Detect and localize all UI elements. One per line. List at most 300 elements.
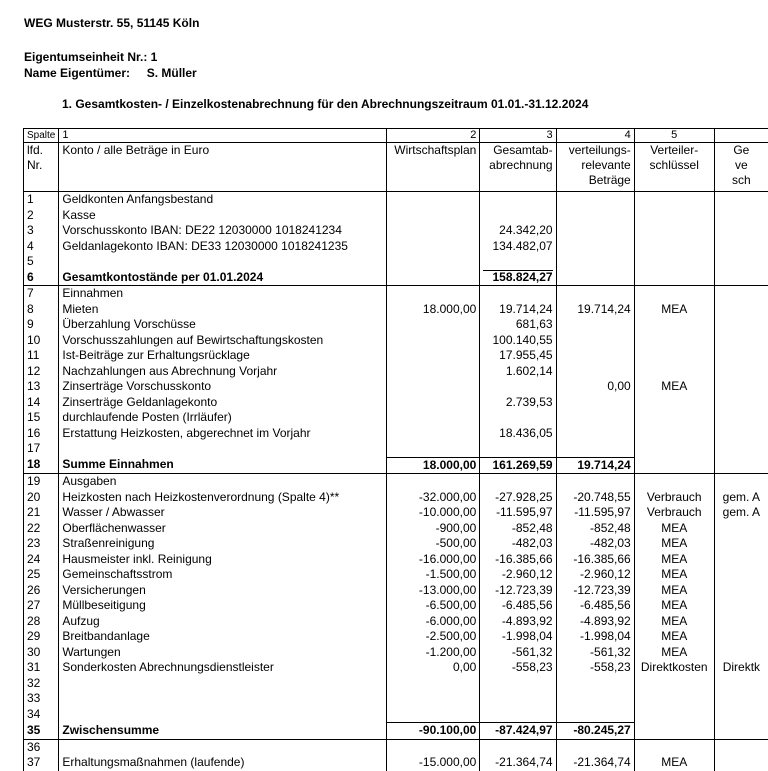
cell-nr: 18 (24, 457, 59, 474)
cell-vert: 19.714,24 (556, 457, 634, 474)
cell-extra (714, 317, 768, 333)
table-row (24, 521, 768, 537)
cell-sch (634, 333, 714, 349)
table-row (24, 333, 768, 349)
table-row (24, 192, 768, 208)
cell-plan: -13.000,00 (387, 583, 480, 599)
cell-nr: 6 (24, 270, 59, 286)
cell-sch (634, 208, 714, 224)
table-row (24, 410, 768, 426)
table-row (24, 567, 768, 583)
cell-label: Zwischensumme (59, 723, 387, 740)
cell-plan: -16.000,00 (387, 552, 480, 568)
cell-label: Vorschusskonto IBAN: DE22 12030000 1018241234 (59, 223, 387, 239)
cell-plan: 18.000,00 (387, 302, 480, 318)
spalte-label: Spalte (24, 129, 59, 143)
header-gesamtabrechnung-2: abrechnung (480, 158, 556, 173)
cell-label: Versicherungen (59, 583, 387, 599)
cell-extra (714, 239, 768, 255)
table-row (24, 457, 768, 474)
cell-vert (556, 676, 634, 692)
cell-extra (714, 254, 768, 270)
cell-label: Heizkosten nach Heizkostenverordnung (Spalte 4)** (59, 490, 387, 506)
cell-vert (556, 270, 634, 286)
cell-plan: -900,00 (387, 521, 480, 537)
cell-extra (714, 208, 768, 224)
cell-vert (556, 691, 634, 707)
header-verteilung-2: relevante (556, 158, 634, 173)
cell-nr: 29 (24, 629, 59, 645)
cell-nr: 1 (24, 192, 59, 208)
cell-plan: 18.000,00 (387, 457, 480, 474)
cell-sch (634, 270, 714, 286)
cell-extra (714, 270, 768, 286)
cell-label: Zinserträge Geldanlagekonto (59, 395, 387, 411)
cell-sch: MEA (634, 583, 714, 599)
cell-extra (714, 302, 768, 318)
unit-number: Eigentumseinheit Nr.: 1 (24, 50, 157, 64)
cell-plan (387, 333, 480, 349)
cell-sch: Verbrauch (634, 490, 714, 506)
cell-label: Erhaltungsmaßnahmen (laufende) (59, 755, 387, 771)
cell-plan: -2.500,00 (387, 629, 480, 645)
cell-plan (387, 192, 480, 208)
cell-label: Gemeinschaftsstrom (59, 567, 387, 583)
cell-extra (714, 676, 768, 692)
header-extra-1: Ge (714, 143, 768, 159)
cell-ges: 134.482,07 (480, 239, 556, 255)
cell-plan (387, 379, 480, 395)
cell-ges: -1.998,04 (480, 629, 556, 645)
cell-extra (714, 457, 768, 474)
table-row (24, 270, 768, 286)
cell-nr: 11 (24, 348, 59, 364)
cell-extra (714, 223, 768, 239)
cell-ges: -11.595,97 (480, 505, 556, 521)
cell-label: Geldanlagekonto IBAN: DE33 12030000 1018241235 (59, 239, 387, 255)
header-verteilung-1: verteilungs- (556, 143, 634, 159)
cell-sch: MEA (634, 567, 714, 583)
cell-extra (714, 192, 768, 208)
cell-vert (556, 348, 634, 364)
table-row (24, 223, 768, 239)
cell-vert: -561,32 (556, 645, 634, 661)
table-row (24, 364, 768, 380)
cell-sch (634, 395, 714, 411)
header-extra-2: ve (714, 158, 768, 173)
cell-extra (714, 707, 768, 723)
cell-sch: MEA (634, 755, 714, 771)
cell-ges: 100.140,55 (480, 333, 556, 349)
table-row (24, 441, 768, 457)
header-nr: Nr. (24, 158, 59, 173)
cell-nr: 20 (24, 490, 59, 506)
cell-plan (387, 364, 480, 380)
cell-label (59, 254, 387, 270)
statement-table (23, 128, 768, 771)
cell-vert: -1.998,04 (556, 629, 634, 645)
cell-extra (714, 379, 768, 395)
table-row (24, 598, 768, 614)
cell-ges: -2.960,12 (480, 567, 556, 583)
cell-nr: 28 (24, 614, 59, 630)
cell-ges (480, 208, 556, 224)
cell-sch (634, 223, 714, 239)
cell-vert: -852,48 (556, 521, 634, 537)
cell-ges (480, 474, 556, 490)
cell-plan (387, 395, 480, 411)
cell-label: Wartungen (59, 645, 387, 661)
cell-sch (634, 457, 714, 474)
table-row (24, 755, 768, 771)
cell-plan (387, 270, 480, 286)
cell-ges (480, 192, 556, 208)
cell-vert (556, 286, 634, 302)
column-number-6 (714, 129, 768, 143)
table-row (24, 302, 768, 318)
cell-extra (714, 691, 768, 707)
cell-label (59, 441, 387, 457)
cell-sch (634, 239, 714, 255)
cell-vert: -482,03 (556, 536, 634, 552)
cell-ges: 158.824,27 (480, 270, 556, 286)
cell-ges: -87.424,97 (480, 723, 556, 740)
cell-plan (387, 223, 480, 239)
cell-nr: 23 (24, 536, 59, 552)
cell-extra (714, 410, 768, 426)
owner-line (24, 66, 197, 80)
owner-name: S. Müller (147, 66, 197, 80)
cell-sch (634, 192, 714, 208)
cell-plan (387, 707, 480, 723)
cell-ges: -4.893,92 (480, 614, 556, 630)
cell-label (59, 707, 387, 723)
cell-plan: -500,00 (387, 536, 480, 552)
table-row (24, 614, 768, 630)
cell-label: Zinserträge Vorschusskonto (59, 379, 387, 395)
cell-plan (387, 410, 480, 426)
cell-nr: 33 (24, 691, 59, 707)
cell-extra (714, 755, 768, 771)
cell-vert (556, 441, 634, 457)
cell-extra: gem. A (714, 505, 768, 521)
cell-vert (556, 707, 634, 723)
cell-label: durchlaufende Posten (Irrläufer) (59, 410, 387, 426)
property-address: WEG Musterstr. 55, 51145 Köln (24, 16, 199, 30)
header-schluessel-1: Verteiler- (634, 143, 714, 159)
cell-plan (387, 348, 480, 364)
cell-ges (480, 707, 556, 723)
cell-sch: MEA (634, 536, 714, 552)
cell-ges (480, 410, 556, 426)
cell-extra (714, 567, 768, 583)
cell-sch (634, 676, 714, 692)
cell-label: Oberflächenwasser (59, 521, 387, 537)
cell-ges (480, 379, 556, 395)
cell-vert: -21.364,74 (556, 755, 634, 771)
cell-ges: -852,48 (480, 521, 556, 537)
cell-ges (480, 254, 556, 270)
cell-plan (387, 691, 480, 707)
column-header-row-2 (24, 158, 768, 173)
cell-sch: MEA (634, 614, 714, 630)
cell-sch (634, 691, 714, 707)
column-number-4: 4 (556, 129, 634, 143)
table-row (24, 536, 768, 552)
cell-vert: 0,00 (556, 379, 634, 395)
table-row (24, 691, 768, 707)
cell-ges (480, 691, 556, 707)
cell-nr: 34 (24, 707, 59, 723)
header-schluessel-2: schlüssel (634, 158, 714, 173)
cell-vert (556, 739, 634, 755)
cell-plan (387, 739, 480, 755)
cell-nr: 26 (24, 583, 59, 599)
cell-nr: 27 (24, 598, 59, 614)
cell-sch: MEA (634, 379, 714, 395)
cell-vert (556, 333, 634, 349)
header-konto: Konto / alle Beträge in Euro (59, 143, 387, 159)
cell-ges: 18.436,05 (480, 426, 556, 442)
cell-label: Wasser / Abwasser (59, 505, 387, 521)
cell-label: Straßenreinigung (59, 536, 387, 552)
cell-plan (387, 254, 480, 270)
column-header-row-3 (24, 173, 768, 192)
cell-nr: 14 (24, 395, 59, 411)
cell-vert: -6.485,56 (556, 598, 634, 614)
cell-sch: Verbrauch (634, 505, 714, 521)
table-row (24, 395, 768, 411)
cell-ges: -482,03 (480, 536, 556, 552)
cell-sch (634, 410, 714, 426)
cell-ges: 681,63 (480, 317, 556, 333)
table-row (24, 254, 768, 270)
cell-extra: gem. A (714, 490, 768, 506)
section-title: 1. Gesamtkosten- / Einzelkostenabrechnung für den Abrechnungszeitraum 01.01.-31.12.2024 (62, 97, 588, 111)
cell-label: Vorschusszahlungen auf Bewirtschaftungskosten (59, 333, 387, 349)
cell-extra (714, 286, 768, 302)
cell-sch (634, 426, 714, 442)
table-row (24, 629, 768, 645)
cell-plan (387, 239, 480, 255)
table-row (24, 348, 768, 364)
cell-nr: 25 (24, 567, 59, 583)
cell-sch: MEA (634, 645, 714, 661)
cell-sch (634, 286, 714, 302)
cell-label: Hausmeister inkl. Reinigung (59, 552, 387, 568)
cell-sch (634, 317, 714, 333)
cell-ges: 161.269,59 (480, 457, 556, 474)
cell-label: Summe Einnahmen (59, 457, 387, 474)
cell-label: Breitbandanlage (59, 629, 387, 645)
cell-nr: 37 (24, 755, 59, 771)
cell-nr: 13 (24, 379, 59, 395)
statement-table-wrapper (23, 128, 768, 771)
cell-vert (556, 254, 634, 270)
cell-nr: 30 (24, 645, 59, 661)
cell-vert: -2.960,12 (556, 567, 634, 583)
cell-ges: 1.602,14 (480, 364, 556, 380)
cell-plan (387, 317, 480, 333)
header-verteilung-3: Beträge (556, 173, 634, 192)
cell-extra (714, 645, 768, 661)
cell-plan (387, 441, 480, 457)
cell-ges: -16.385,66 (480, 552, 556, 568)
cell-plan: -1.500,00 (387, 567, 480, 583)
cell-plan: -15.000,00 (387, 755, 480, 771)
cell-vert: -80.245,27 (556, 723, 634, 740)
table-row (24, 645, 768, 661)
table-row (24, 552, 768, 568)
cell-plan (387, 474, 480, 490)
cell-nr: 16 (24, 426, 59, 442)
cell-nr: 5 (24, 254, 59, 270)
cell-ges: -558,23 (480, 660, 556, 676)
cell-vert: -16.385,66 (556, 552, 634, 568)
cell-label (59, 739, 387, 755)
cell-nr: 31 (24, 660, 59, 676)
cell-nr: 9 (24, 317, 59, 333)
cell-ges (480, 286, 556, 302)
cell-nr: 7 (24, 286, 59, 302)
cell-nr: 2 (24, 208, 59, 224)
cell-nr: 36 (24, 739, 59, 755)
cell-vert (556, 474, 634, 490)
cell-sch: MEA (634, 598, 714, 614)
cell-plan (387, 208, 480, 224)
cell-ges: -6.485,56 (480, 598, 556, 614)
cell-extra (714, 348, 768, 364)
cell-vert: -558,23 (556, 660, 634, 676)
cell-vert (556, 223, 634, 239)
table-row (24, 505, 768, 521)
cell-nr: 35 (24, 723, 59, 740)
cell-vert (556, 426, 634, 442)
cell-extra (714, 598, 768, 614)
cell-nr: 19 (24, 474, 59, 490)
cell-vert (556, 364, 634, 380)
owner-label: Name Eigentümer: (24, 66, 130, 80)
table-row (24, 490, 768, 506)
cell-nr: 12 (24, 364, 59, 380)
header-lfd: lfd. (24, 143, 59, 159)
column-number-5: 5 (634, 129, 714, 143)
cell-sch (634, 739, 714, 755)
cell-extra (714, 364, 768, 380)
cell-vert: -11.595,97 (556, 505, 634, 521)
cell-plan (387, 286, 480, 302)
cell-sch (634, 364, 714, 380)
cell-extra (714, 521, 768, 537)
table-row (24, 286, 768, 302)
cell-nr: 15 (24, 410, 59, 426)
cell-plan: -1.200,00 (387, 645, 480, 661)
cell-vert (556, 192, 634, 208)
cell-extra: Direktk (714, 660, 768, 676)
column-number-1: 1 (59, 129, 387, 143)
table-row (24, 707, 768, 723)
cell-ges (480, 676, 556, 692)
cell-vert (556, 395, 634, 411)
cell-extra (714, 395, 768, 411)
table-row (24, 317, 768, 333)
cell-ges: 2.739,53 (480, 395, 556, 411)
table-row (24, 239, 768, 255)
cell-plan: -6.500,00 (387, 598, 480, 614)
cell-nr: 17 (24, 441, 59, 457)
cell-plan: -32.000,00 (387, 490, 480, 506)
cell-vert: -12.723,39 (556, 583, 634, 599)
cell-label: Mieten (59, 302, 387, 318)
header-wirtschaftsplan: Wirtschaftsplan (387, 143, 480, 159)
table-row (24, 208, 768, 224)
cell-ges: 17.955,45 (480, 348, 556, 364)
cell-extra (714, 583, 768, 599)
cell-label: Aufzug (59, 614, 387, 630)
header-gesamtabrechnung-1: Gesamtab- (480, 143, 556, 159)
cell-nr: 10 (24, 333, 59, 349)
cell-extra (714, 333, 768, 349)
cell-label: Nachzahlungen aus Abrechnung Vorjahr (59, 364, 387, 380)
cell-extra (714, 739, 768, 755)
cell-extra (714, 426, 768, 442)
cell-extra (714, 614, 768, 630)
cell-label: Ist-Beiträge zur Erhaltungsrücklage (59, 348, 387, 364)
cell-plan: -10.000,00 (387, 505, 480, 521)
cell-plan: -90.100,00 (387, 723, 480, 740)
cell-plan: 0,00 (387, 660, 480, 676)
cell-label: Erstattung Heizkosten, abgerechnet im Vorjahr (59, 426, 387, 442)
cell-extra (714, 552, 768, 568)
cell-vert (556, 317, 634, 333)
table-row (24, 379, 768, 395)
cell-nr: 8 (24, 302, 59, 318)
cell-plan: -6.000,00 (387, 614, 480, 630)
cell-label: Einnahmen (59, 286, 387, 302)
cell-extra (714, 536, 768, 552)
cell-sch: MEA (634, 629, 714, 645)
cell-label: Müllbeseitigung (59, 598, 387, 614)
cell-plan (387, 676, 480, 692)
cell-nr: 21 (24, 505, 59, 521)
cell-nr: 22 (24, 521, 59, 537)
cell-ges: 24.342,20 (480, 223, 556, 239)
cell-label (59, 676, 387, 692)
column-number-row (24, 129, 768, 143)
cell-ges: 19.714,24 (480, 302, 556, 318)
cell-label: Geldkonten Anfangsbestand (59, 192, 387, 208)
cell-label: Überzahlung Vorschüsse (59, 317, 387, 333)
cell-ges: -21.364,74 (480, 755, 556, 771)
cell-nr: 32 (24, 676, 59, 692)
cell-nr: 3 (24, 223, 59, 239)
table-row (24, 474, 768, 490)
cell-ges (480, 441, 556, 457)
cell-vert (556, 410, 634, 426)
cell-sch (634, 254, 714, 270)
cell-label: Ausgaben (59, 474, 387, 490)
cell-sch: MEA (634, 521, 714, 537)
cell-sch (634, 441, 714, 457)
cell-vert: -20.748,55 (556, 490, 634, 506)
cell-sch (634, 723, 714, 740)
cell-sch: Direktkosten (634, 660, 714, 676)
cell-ges: -27.928,25 (480, 490, 556, 506)
cell-extra (714, 474, 768, 490)
cell-ges: -12.723,39 (480, 583, 556, 599)
cell-vert (556, 208, 634, 224)
cell-vert: -4.893,92 (556, 614, 634, 630)
